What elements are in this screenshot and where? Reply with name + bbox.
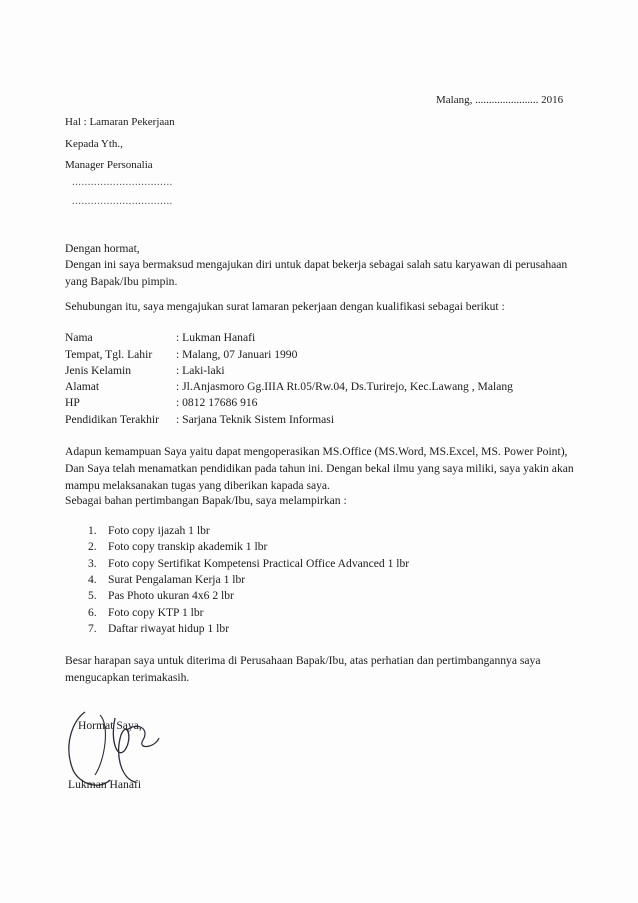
list-item [88, 573, 245, 586]
detail-label: Nama [65, 331, 93, 344]
list-item-text: Foto copy ijazah 1 lbr [108, 524, 210, 537]
list-item [88, 589, 234, 602]
list-item-number: 3. [88, 557, 97, 570]
detail-value: : Sarjana Teknik Sistem Informasi [176, 413, 335, 426]
recipient-blank-line-2: ................................ [72, 196, 173, 207]
subject-line: Hal : Lamaran Pekerjaan [65, 116, 175, 128]
detail-label: Alamat [65, 380, 100, 393]
list-item-text: Foto copy KTP 1 lbr [108, 606, 204, 619]
signature-name: Lukman Hanafi [68, 778, 142, 791]
detail-value: : 0812 17686 916 [176, 396, 258, 409]
detail-value: : Malang, 07 Januari 1990 [176, 348, 298, 361]
list-item-number: 5. [88, 589, 97, 602]
detail-value: : Lukman Hanafi [176, 331, 256, 344]
list-item-number: 6. [88, 606, 97, 619]
list-item-text: Foto copy transkip akademik 1 lbr [108, 540, 268, 553]
list-item-number: 1. [88, 524, 97, 537]
signature-salutation: Hormat Saya, [78, 719, 142, 732]
list-item-number: 2. [88, 540, 97, 553]
greeting: Dengan hormat, [65, 242, 140, 255]
closing-paragraph: Besar harapan saya untuk diterima di Perusahaan Bapak/Ibu, atas perhatian dan pertimbangannya saya mengucapkan terimakasih. [65, 654, 541, 684]
attachments-intro: Sebagai bahan pertimbangan Bapak/Ibu, saya melampirkan : [65, 494, 347, 507]
list-item [88, 540, 267, 553]
list-item [88, 557, 409, 570]
detail-label: Tempat, Tgl. Lahir [65, 348, 153, 361]
list-item-number: 4. [88, 573, 97, 586]
list-item-text: Daftar riwayat hidup 1 lbr [108, 622, 230, 635]
list-item-text: Pas Photo ukuran 4x6 2 lbr [108, 589, 234, 602]
detail-value: : Laki-laki [176, 364, 225, 377]
qualification-intro: Sehubungan itu, saya mengajukan surat lamaran pekerjaan dengan kualifikasi sebagai berikut : [65, 300, 505, 313]
recipient-position: Manager Personalia [65, 159, 153, 171]
intro-paragraph: Dengan ini saya bermaksud mengajukan diri untuk dapat bekerja sebagai salah satu karyawan di perusahaan yang Bapak/Ibu pimpin. [65, 258, 568, 288]
ability-paragraph: Adapun kemampuan Saya yaitu dapat mengoperasikan MS.Office (MS.Word, MS.Excel, MS. Power Point), Dan Saya telah menamatkan pendidikan pada tahun ini. Dengan bekal ilmu yang saya miliki, saya yakin akan mampu melaksanakan tugas yang diberikan kapada saya. [65, 445, 574, 492]
list-item [88, 606, 204, 619]
detail-value: : Jl.Anjasmoro Gg.IIIA Rt.05/Rw.04, Ds.Turirejo, Kec.Lawang , Malang [176, 380, 513, 393]
list-item-number: 7. [88, 622, 97, 635]
list-item [88, 524, 210, 537]
place-date: Malang, ....................... 2016 [436, 94, 564, 106]
list-item [88, 622, 229, 635]
detail-label: HP [65, 396, 80, 409]
list-item-text: Foto copy Sertifikat Kompetensi Practical Office Advanced 1 lbr [108, 557, 410, 570]
list-item-text: Surat Pengalaman Kerja 1 lbr [108, 573, 246, 586]
detail-label: Pendidikan Terakhir [65, 413, 159, 426]
detail-label: Jenis Kelamin [65, 364, 132, 377]
recipient-salutation: Kepada Yth., [65, 138, 123, 150]
recipient-blank-line-1: ................................ [72, 177, 173, 188]
